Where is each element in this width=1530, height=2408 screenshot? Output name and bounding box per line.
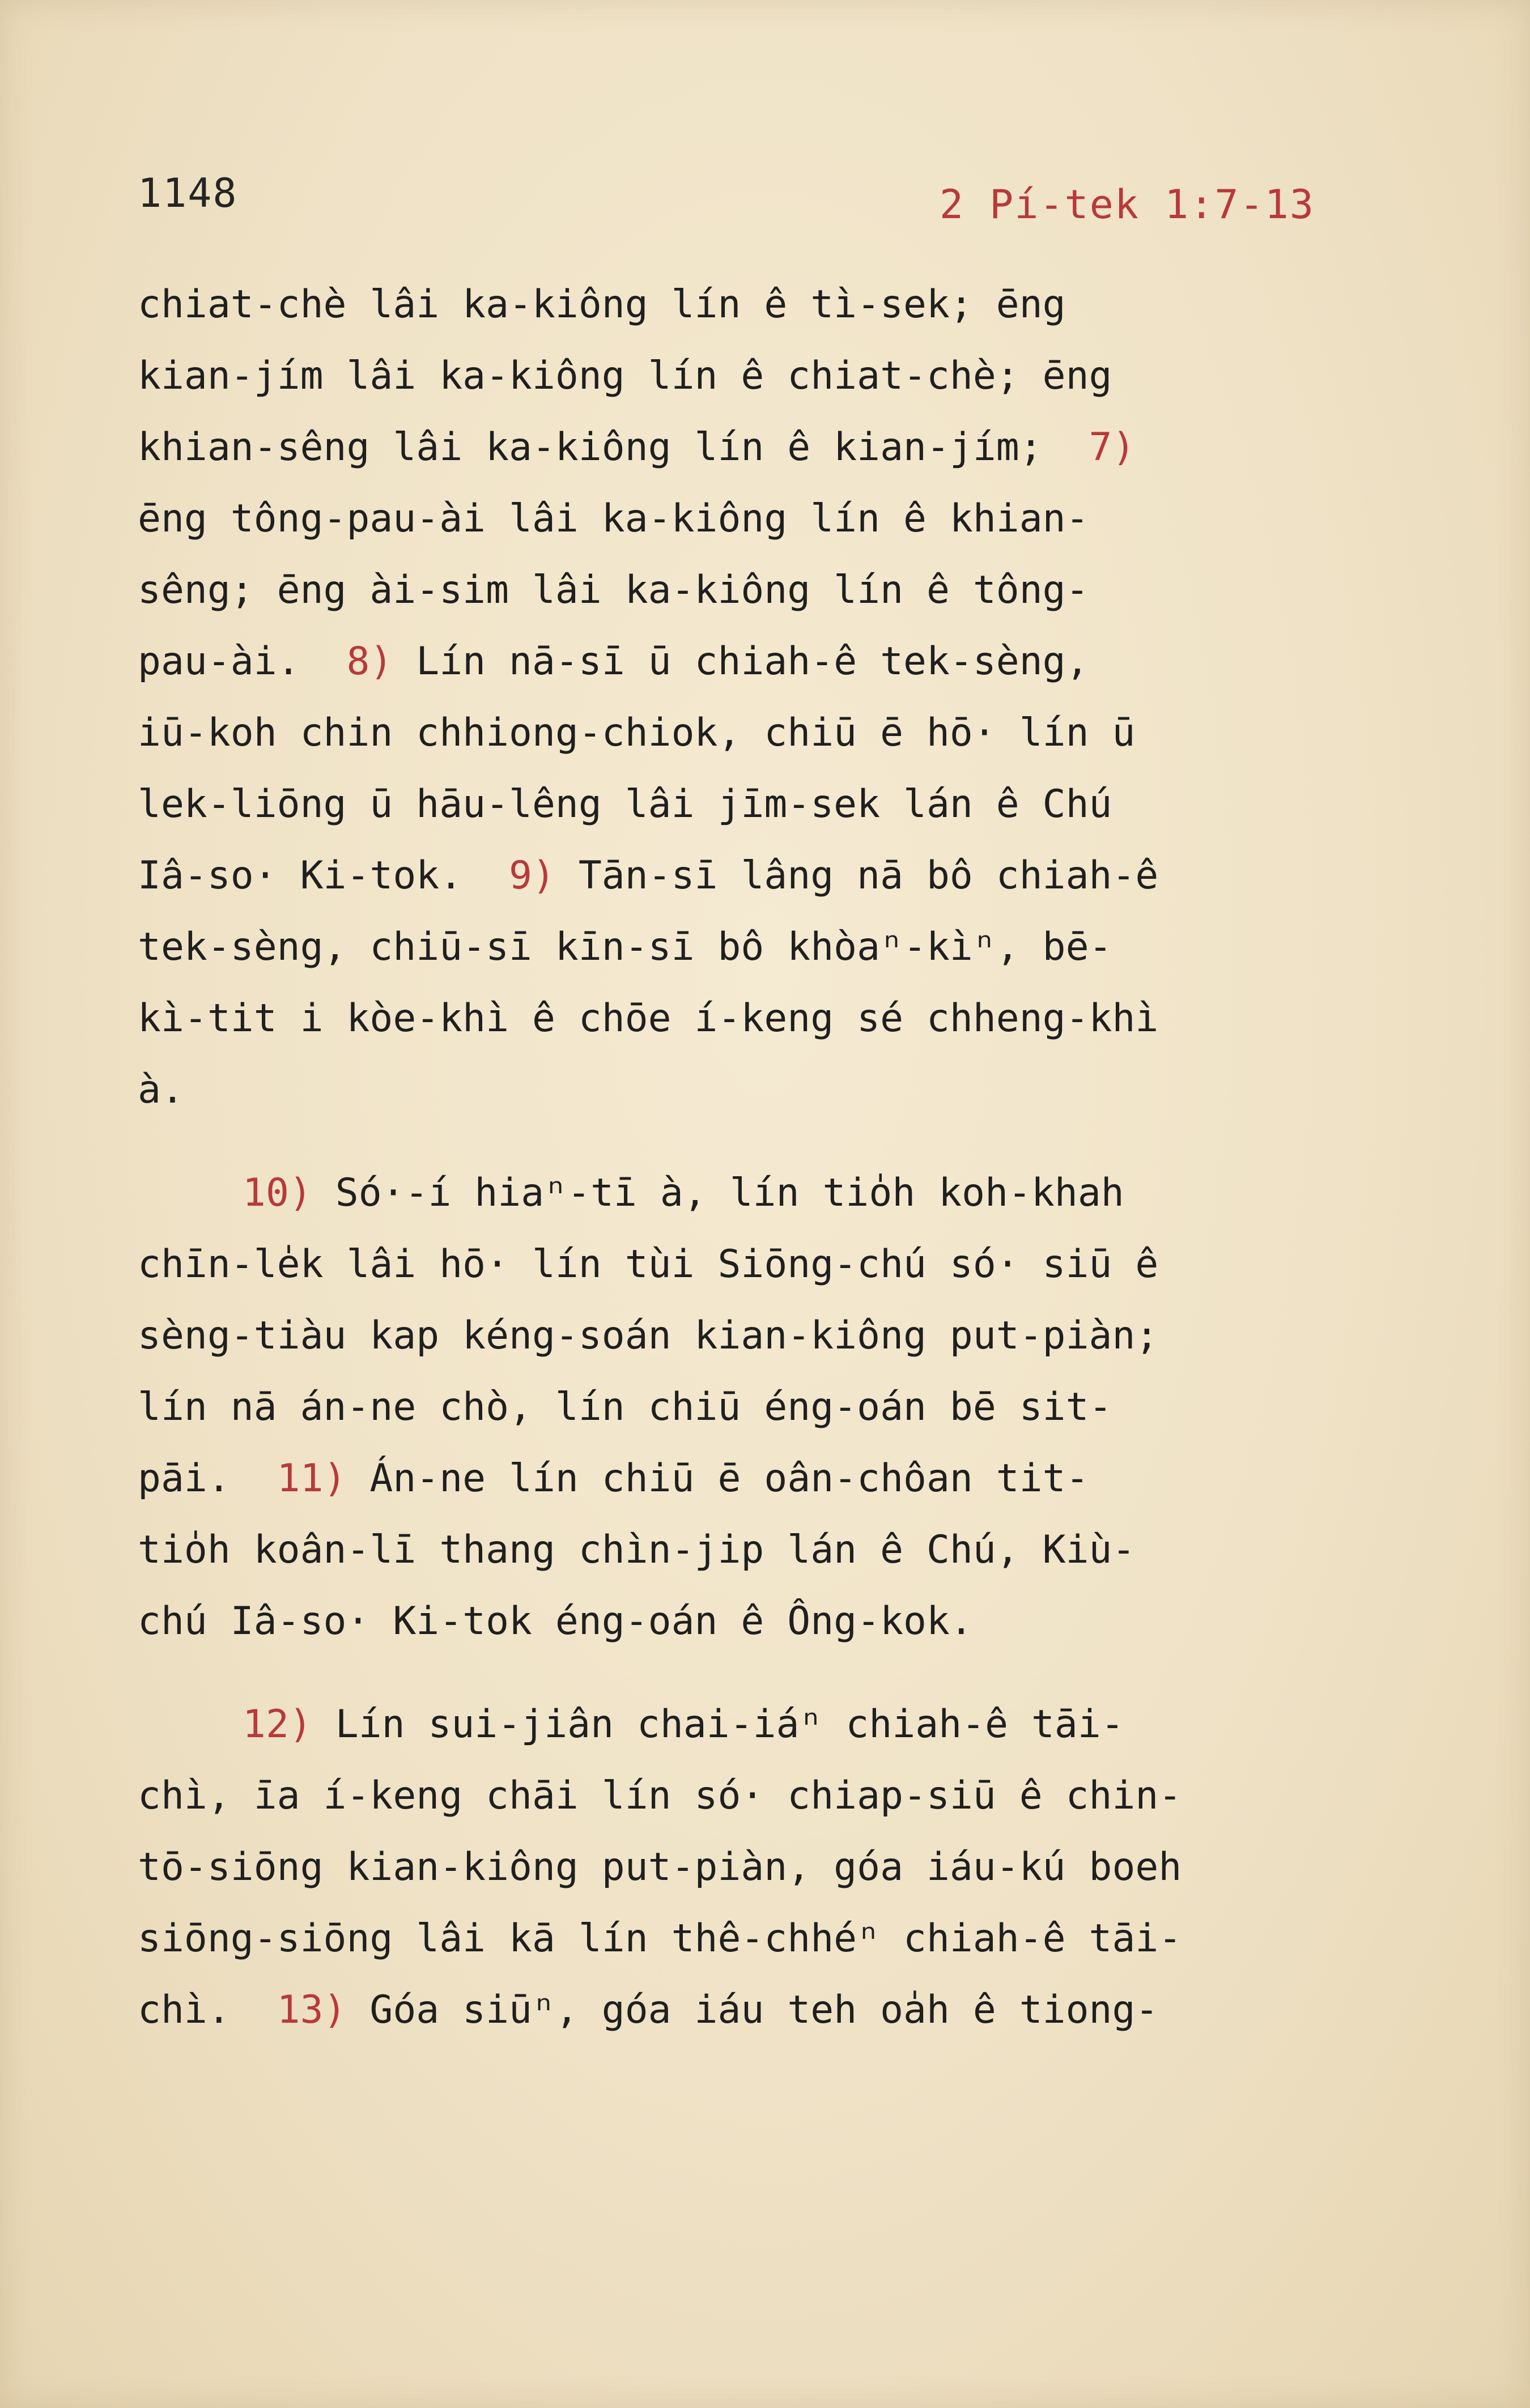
paragraph — [138, 1158, 1407, 1657]
text-line — [138, 269, 1407, 341]
page-header — [138, 170, 1315, 238]
text-line — [138, 341, 1407, 412]
text-line — [138, 1689, 1407, 1760]
text-line — [138, 1372, 1407, 1443]
text-segment: sèng-tiàu kap kéng-soán kian-kiông put-piàn; — [138, 1313, 1159, 1358]
text-segment: lín nā án-ne chò, lín chiū éng-oán bē sit- — [138, 1385, 1112, 1430]
text-segment: Só·-í hiaⁿ-tī à, lín tio̍h koh-khah — [312, 1171, 1124, 1215]
running-head: 2 Pí-tek 1:7-13 — [939, 181, 1315, 228]
verse-number: 13) — [277, 1988, 347, 2032]
verse-number: 11) — [277, 1456, 347, 1501]
text-segment: tio̍h koân-lī thang chìn-jip lán ê Chú, Kiù- — [138, 1528, 1136, 1572]
paragraph — [138, 1689, 1407, 2046]
text-segment: siōng-siōng lâi kā lín thê-chhéⁿ chiah-ê tāi- — [138, 1916, 1182, 1961]
text-line — [138, 697, 1407, 769]
paragraph — [138, 269, 1407, 1126]
text-line — [138, 1832, 1407, 1903]
text-segment: Án-ne lín chiū ē oân-chôan tit- — [346, 1456, 1089, 1501]
text-segment: tō-siōng kian-kiông put-piàn, góa iáu-kú boeh — [138, 1845, 1182, 1890]
text-line — [138, 412, 1407, 483]
text-line — [138, 1975, 1407, 2046]
text-segment: Tān-sī lâng nā bô chiah-ê — [555, 853, 1159, 898]
text-segment: à. — [138, 1067, 184, 1112]
text-line — [138, 1514, 1407, 1586]
text-segment: pau-ài. — [138, 639, 347, 684]
text-segment: tek-sèng, chiū-sī kīn-sī bô khòaⁿ-kìⁿ, bē- — [138, 925, 1112, 969]
verse-number: 10) — [243, 1171, 312, 1215]
text-segment: lek-liōng ū hāu-lêng lâi jīm-sek lán ê Chú — [138, 782, 1112, 827]
text-segment: chīn-le̍k lâi hō· lín tùi Siōng-chú só· siū ê — [138, 1242, 1159, 1287]
text-segment: chiat-chè lâi ka-kiông lín ê tì-sek; ēng — [138, 282, 1066, 327]
text-segment: kì-tit i kòe-khì ê chōe í-keng sé chheng-khì — [138, 996, 1159, 1041]
text-line — [138, 983, 1407, 1054]
text-segment: iū-koh chin chhiong-chiok, chiū ē hō· lín ū — [138, 711, 1136, 755]
text-line — [138, 1054, 1407, 1126]
text-segment: Lín sui-jiân chai-iáⁿ chiah-ê tāi- — [312, 1702, 1124, 1747]
text-line — [138, 555, 1407, 626]
page-number: 1148 — [138, 170, 238, 216]
verse-number: 9) — [509, 853, 555, 898]
verse-number: 12) — [243, 1702, 312, 1747]
text-line — [138, 1229, 1407, 1300]
text-line — [138, 1760, 1407, 1832]
text-line — [138, 483, 1407, 555]
text-segment: Iâ-so· Ki-tok. — [138, 853, 509, 898]
text-segment: chú Iâ-so· Ki-tok éng-oán ê Ông-kok. — [138, 1599, 973, 1644]
verse-number: 7) — [1089, 425, 1136, 470]
text-line — [138, 1443, 1407, 1514]
text-line — [138, 769, 1407, 840]
text-segment: chì. — [138, 1988, 277, 2032]
body-text — [138, 269, 1407, 2078]
text-segment: sêng; ēng ài-sim lâi ka-kiông lín ê tông- — [138, 568, 1089, 612]
text-line — [138, 1158, 1407, 1229]
text-line — [138, 1586, 1407, 1657]
text-line — [138, 840, 1407, 912]
text-segment: ēng tông-pau-ài lâi ka-kiông lín ê khian- — [138, 496, 1089, 541]
verse-number: 8) — [346, 639, 393, 684]
text-line — [138, 912, 1407, 983]
text-segment: kian-jím lâi ka-kiông lín ê chiat-chè; ēng — [138, 354, 1112, 398]
text-segment: chì, īa í-keng chāi lín só· chiap-siū ê chin- — [138, 1773, 1182, 1818]
text-segment: Góa siūⁿ, góa iáu teh oa̍h ê tiong- — [346, 1988, 1159, 2032]
text-line — [138, 1300, 1407, 1372]
text-line — [138, 1903, 1407, 1975]
text-segment: khian-sêng lâi ka-kiông lín ê kian-jím; — [138, 425, 1089, 470]
text-segment: Lín nā-sī ū chiah-ê tek-sèng, — [393, 639, 1089, 684]
text-segment: pāi. — [138, 1456, 277, 1501]
text-line — [138, 626, 1407, 697]
